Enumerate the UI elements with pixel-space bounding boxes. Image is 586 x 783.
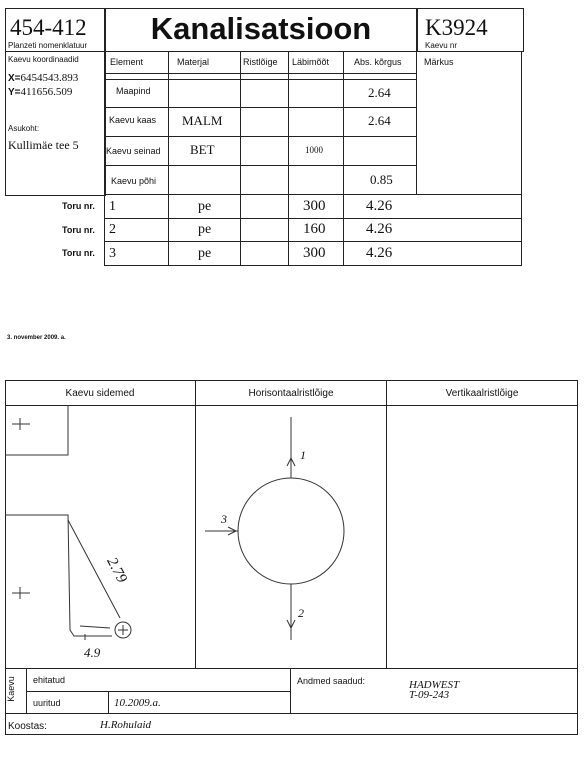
source-line-1: HADWEST [409, 679, 460, 691]
panel-title-vertical: Vertikaalristlõige [445, 388, 519, 399]
pipe-label: 3 [221, 512, 227, 526]
row-element-label: Kaevu põhi [111, 176, 157, 186]
panel-title-ties: Kaevu sidemed [65, 388, 135, 399]
col-header-notes: Märkus [424, 57, 454, 67]
y-label: Y= [8, 87, 21, 98]
author-value: H.Rohulaid [100, 719, 152, 731]
pipe-diameter: 300 [303, 198, 326, 214]
pipe-material: pe [198, 199, 212, 214]
pipe-diameter: 300 [303, 245, 326, 261]
address-label: Asukoht: [8, 124, 40, 133]
pipe-abs-height: 4.26 [366, 198, 393, 214]
pipe-number: 3 [109, 246, 116, 261]
pipe-row-label: Toru nr. [62, 248, 95, 258]
col-header-abs-height: Abs. kõrgus [354, 57, 402, 67]
side-label: Kaevu [5, 676, 16, 702]
pipe-label: 2 [298, 606, 304, 620]
source-line-2: T-09-243 [409, 689, 450, 701]
pipe-abs-height: 4.26 [366, 245, 393, 261]
col-header-material: Materjal [177, 57, 210, 67]
x-label: X= [8, 73, 21, 84]
coords-label: Kaevu koordinaadid [8, 55, 79, 64]
author-label: Koostas: [8, 721, 47, 732]
distance-label: 2.79 [103, 554, 130, 586]
row-abs-value: 0.85 [370, 172, 393, 187]
row-element-label: Kaevu seinad [106, 146, 161, 156]
row-material-value: BET [190, 142, 215, 157]
pipe-number: 2 [109, 222, 116, 237]
x-value: 6454543.893 [20, 72, 79, 84]
well-caption: Kaevu nr [425, 41, 458, 50]
pipe-row-label: Toru nr. [62, 201, 95, 211]
address-value: Kullimäe tee 5 [8, 138, 79, 152]
col-header-element: Element [110, 57, 144, 67]
row-material-value: MALM [182, 113, 223, 128]
col-header-diameter: Läbimõõt [292, 57, 330, 67]
row-element-label: Kaevu kaas [109, 115, 157, 125]
row-diameter-value: 1000 [305, 145, 323, 155]
built-label: ehitatud [33, 675, 66, 685]
well-code: K3924 [425, 15, 488, 40]
pipe-label: 1 [300, 448, 306, 462]
pipe-row-label: Toru nr. [62, 225, 95, 235]
pipe-diameter: 160 [303, 221, 326, 237]
date-line: 3. november 2009. a. [7, 335, 66, 341]
sheet-code: 454-412 [10, 15, 87, 40]
pipe-material: pe [198, 222, 212, 237]
row-element-label: Maapind [116, 86, 151, 96]
inspected-label: uuritud [33, 698, 61, 708]
plan-sketch [205, 417, 344, 640]
pipe-abs-height: 4.26 [366, 221, 393, 237]
location-sketch [5, 405, 131, 640]
pipe-number: 1 [109, 199, 116, 214]
row-abs-value: 2.64 [368, 85, 391, 100]
row-abs-value: 2.64 [368, 113, 391, 128]
distance-label: 4.9 [84, 645, 101, 660]
pipe-material: pe [198, 246, 212, 261]
inspected-value: 10.2009.a. [114, 697, 161, 709]
col-header-cross-section: Ristlõige [243, 57, 278, 67]
y-value: 411656.509 [20, 86, 73, 98]
panel-title-plan: Horisontaalristlõige [248, 388, 334, 399]
source-label: Andmed saadud: [297, 676, 366, 686]
sheet-caption: Planzeti nomenklatuur [8, 41, 88, 50]
page-title: Kanalisatsioon [150, 11, 372, 46]
